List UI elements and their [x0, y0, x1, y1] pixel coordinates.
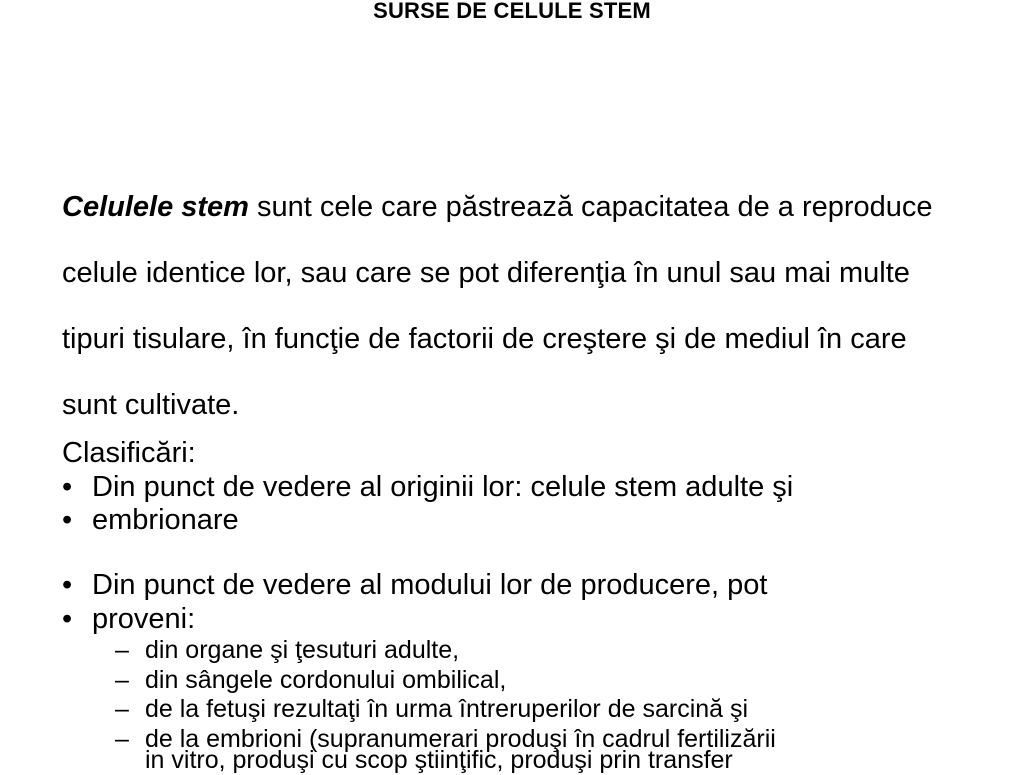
sub-item-continuation: [115, 745, 733, 775]
bullet-symbol: •: [62, 504, 73, 536]
sub-item-text: de la embrioni (supranumerari produşi în cadrul fertilizării: [145, 725, 776, 753]
definition-text: sunt cele care păstrează capacitatea de a reproduce celule identice lor, sau care se pot diferenţia în unul sau mai multe tipuri tisulare, în funcţie de factorii de creştere şi de mediul în care sunt cultivate.: [62, 191, 933, 421]
bullet-text: embrionare: [92, 504, 239, 536]
bullet-item: [62, 602, 195, 636]
definition-term: Celulele stem: [62, 191, 249, 223]
bullet-item: [62, 470, 793, 504]
bullet-text: proveni:: [92, 603, 196, 635]
bullet-item: [62, 568, 767, 602]
sub-item-text: de la fetuşi rezultaţi în urma întreruperilor de sarcină şi: [145, 695, 749, 723]
sub-item: [115, 694, 748, 724]
dash-symbol: –: [115, 725, 129, 753]
bullet-text: Din punct de vedere al modului lor de producere, pot: [92, 569, 768, 601]
slide-title: SURSE DE CELULE STEM: [373, 0, 651, 23]
bullet-text: Din punct de vedere al originii lor: celule stem adulte şi: [92, 471, 794, 503]
sub-item: [115, 665, 506, 695]
dash-symbol: –: [115, 666, 129, 694]
sub-item-text: in vitro, produşi cu scop ştiinţific, produşi prin transfer: [145, 746, 733, 774]
bullet-symbol: •: [62, 471, 73, 503]
sub-item-text: din sângele cordonului ombilical,: [145, 666, 507, 694]
bullet-symbol: •: [62, 603, 73, 635]
classifications-label: Clasificări:: [62, 437, 196, 469]
bullet-symbol: •: [62, 569, 73, 601]
sub-item-text: din organe şi ţesuturi adulte,: [145, 636, 460, 664]
bullet-item: [62, 503, 239, 537]
dash-symbol: –: [115, 695, 129, 723]
sub-item: [115, 635, 459, 665]
definition-paragraph: [62, 174, 962, 438]
dash-symbol: –: [115, 636, 129, 664]
